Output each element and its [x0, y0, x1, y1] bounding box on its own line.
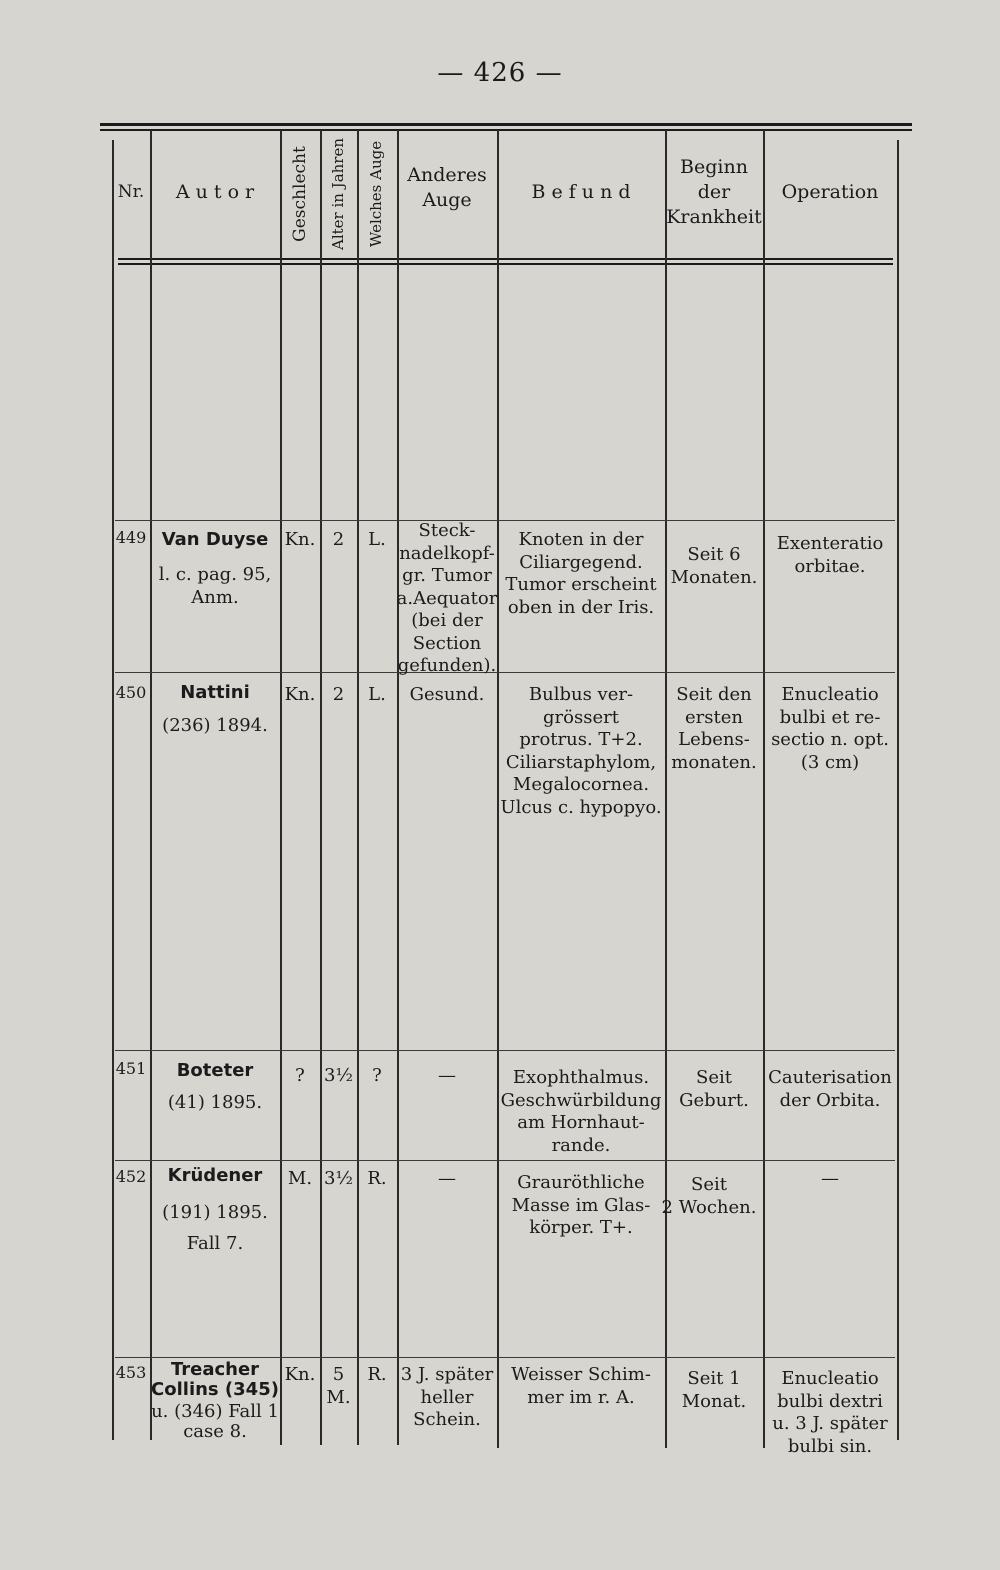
row-operation: Enucleatio bulbi et re- sectio n. opt. (3 cm)	[771, 684, 889, 773]
header-beginn: Beginn der Krankheit	[666, 156, 762, 228]
header-geschlecht: Geschlecht	[290, 146, 310, 242]
row-sex: Kn.	[284, 529, 316, 550]
row-author-name: Treacher Collins (345)	[151, 1359, 279, 1400]
column-line	[280, 130, 282, 1445]
row-age: 2	[332, 529, 345, 550]
row-beginn: Seit 1 Monat.	[681, 1368, 747, 1412]
header-auge: Welches Auge	[367, 140, 385, 248]
row-author-ref: (41) 1895.	[167, 1092, 263, 1113]
table-top-rule-2	[100, 129, 912, 131]
row-sex: Kn.	[284, 684, 316, 705]
row-separator	[115, 1160, 895, 1161]
row-nr: 451	[115, 1059, 147, 1078]
row-eye: ?	[372, 1065, 382, 1086]
row-sex: M.	[287, 1168, 313, 1189]
row-other-eye: —	[438, 1168, 456, 1189]
row-befund: Exophthalmus. Geschwürbildung am Hornhaut- rande.	[500, 1067, 662, 1156]
column-line	[320, 130, 322, 1445]
row-author-ref: u. (346) Fall 1 case 8.	[151, 1401, 279, 1442]
header-operation: Operation	[781, 181, 879, 203]
row-age: 5 M.	[326, 1364, 351, 1408]
column-line	[665, 130, 667, 1448]
row-operation: Exenteratio orbitae.	[776, 533, 884, 577]
row-nr: 453	[115, 1363, 147, 1382]
row-beginn: Seit Geburt.	[679, 1067, 749, 1111]
column-line	[357, 130, 359, 1445]
row-other-eye: 3 J. später heller Schein.	[400, 1364, 494, 1430]
header-nr: Nr.	[117, 182, 145, 202]
row-other-eye: Gesund.	[409, 684, 485, 705]
column-line	[112, 140, 114, 1440]
header-bottom-rule	[118, 258, 893, 260]
column-line	[897, 140, 899, 1440]
row-sex: ?	[295, 1065, 305, 1086]
row-operation: Cauterisation der Orbita.	[768, 1067, 892, 1111]
header-bottom-rule-2	[118, 263, 893, 265]
row-beginn: Seit den ersten Lebens- monaten.	[671, 684, 757, 773]
row-befund: Weisser Schim- mer im r. A.	[511, 1364, 651, 1408]
row-operation: —	[821, 1168, 839, 1189]
row-befund: Grauröthliche Masse im Glas- körper. T+.	[511, 1172, 651, 1238]
column-line	[763, 130, 765, 1448]
row-other-eye: Steck- nadelkopf- gr. Tumor a.Aequator (bei der Section gefunden).	[396, 520, 498, 676]
row-separator	[115, 1050, 895, 1051]
table-top-rule	[100, 123, 912, 126]
row-author-name: Nattini	[180, 682, 250, 703]
row-author-name: Van Duyse	[161, 529, 269, 550]
row-sex: Kn.	[284, 1364, 316, 1385]
row-age: 3½	[324, 1168, 353, 1189]
row-operation: Enucleatio bulbi dextri u. 3 J. später bulbi sin.	[772, 1368, 888, 1457]
row-separator	[115, 520, 895, 521]
row-eye: R.	[367, 1364, 387, 1385]
header-befund: B e f u n d	[531, 181, 631, 203]
row-nr: 452	[115, 1167, 147, 1186]
row-author-ref: (191) 1895. Fall 7.	[162, 1202, 268, 1254]
row-author-name: Krüdener	[167, 1165, 263, 1186]
row-other-eye: —	[438, 1065, 456, 1086]
column-line	[397, 130, 399, 1445]
row-befund: Knoten in der Ciliargegend. Tumor erscheint oben in der Iris.	[505, 529, 657, 618]
row-beginn: Seit 2 Wochen.	[661, 1174, 757, 1218]
row-separator	[115, 1357, 895, 1358]
row-author-ref: (236) 1894.	[162, 715, 268, 736]
row-nr: 450	[115, 683, 147, 702]
row-author-ref: l. c. pag. 95, Anm.	[158, 564, 272, 608]
row-befund: Bulbus ver- grössert protrus. T+2. Ciliarstaphylom, Megalocornea. Ulcus c. hypopyo.	[500, 684, 662, 818]
header-anderes-auge: Anderes Auge	[407, 164, 487, 211]
page-number: — 426 —	[437, 58, 563, 88]
row-beginn: Seit 6 Monaten.	[670, 544, 758, 588]
row-author-name: Boteter	[176, 1060, 254, 1081]
row-eye: L.	[368, 529, 386, 550]
row-nr: 449	[115, 528, 147, 547]
header-autor: A u t o r	[175, 181, 255, 203]
header-alter: Alter in Jahren	[329, 137, 347, 251]
row-eye: L.	[368, 684, 386, 705]
row-eye: R.	[367, 1168, 387, 1189]
row-age: 3½	[324, 1065, 353, 1086]
row-age: 2	[332, 684, 345, 705]
row-separator	[115, 672, 895, 673]
